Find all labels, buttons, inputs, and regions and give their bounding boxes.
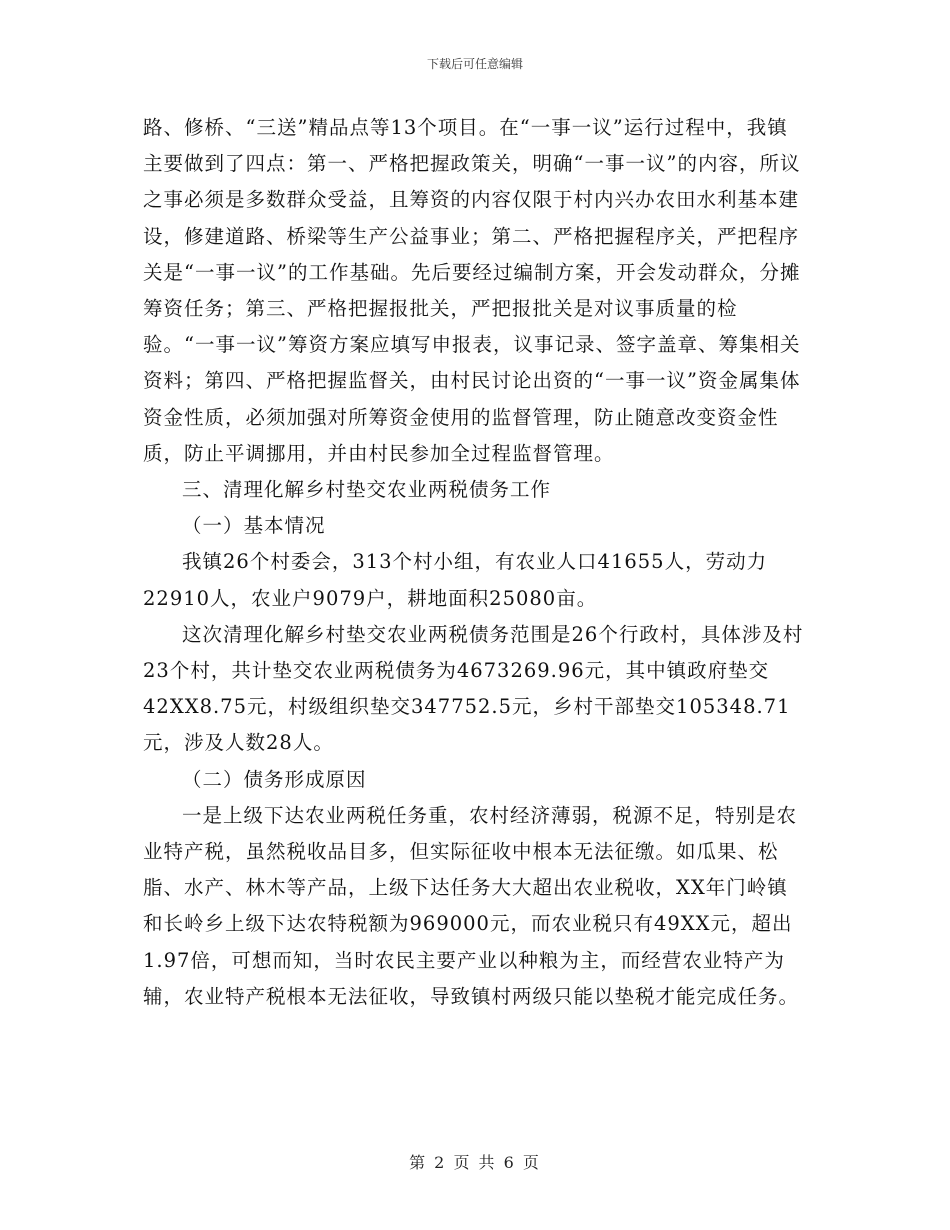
subsection-heading: （二）债务形成原因 <box>182 767 367 791</box>
paragraph: 这次清理化解乡村垫交农业两税债务范围是26个行政村，具体涉及村23个村，共计垫交农业两税债务为4673269.96元，其中镇政府垫交42XX8.75元，村级组织垫交347752.5元，乡村干部垫交105348.71元，涉及人数28人。 <box>143 622 804 755</box>
paragraph: 一是上级下达农业两税任务重，农村经济薄弱，税源不足，特别是农业特产税，虽然税收品目多，但实际征收中根本无法征缴。如瓜果、松脂、水产、林木等产品，上级下达任务大大超出农业税收，XX年门岭镇和长岭乡上级下达农特税额为969000元，而农业税只有49XX元，超出1.97倍，可想而知，当时农民主要产业以种粮为主，而经营农业特产为辅，农业特产税根本无法征收，导致镇村两级只能以垫税才能完成任务。 <box>143 803 800 1008</box>
page-header: 下载后可任意编辑 <box>426 57 523 71</box>
paragraph: 我镇26个村委会，313个村小组，有农业人口41655人，劳动力22910人，农业户9079户，耕地面积25080亩。 <box>143 550 768 610</box>
subsection-heading: （一）基本情况 <box>182 514 326 538</box>
page-number: 第 2 页 共 6 页 <box>409 1153 541 1172</box>
paragraph: 路、修桥、“三送”精品点等13个项目。在“一事一议”运行过程中，我镇主要做到了四点：第一、严格把握政策关，明确“一事一议”的内容，所议之事必须是多数群众受益，且筹资的内容仅限于村内兴办农田水利基本建设，修建道路、桥梁等生产公益事业；第二、严格把握程序关，严把程序关是“一事一议”的工作基础。先后要经过编制方案，开会发动群众，分摊筹资任务；第三、严格把握报批关，严把报批关是对议事质量的检验。“一事一议”筹资方案应填写申报表，议事记录、签字盖章、筹集相关资料；第四、严格把握监督关，由村民讨论出资的“一事一议”资金属集体资金性质，必须加强对所筹资金使用的监督管理，防止随意改变资金性质，防止平调挪用，并由村民参加全过程监督管理。 <box>143 116 801 465</box>
document-body <box>143 110 808 1015</box>
section-heading: 三、清理化解乡村垫交农业两税债务工作 <box>182 478 552 502</box>
